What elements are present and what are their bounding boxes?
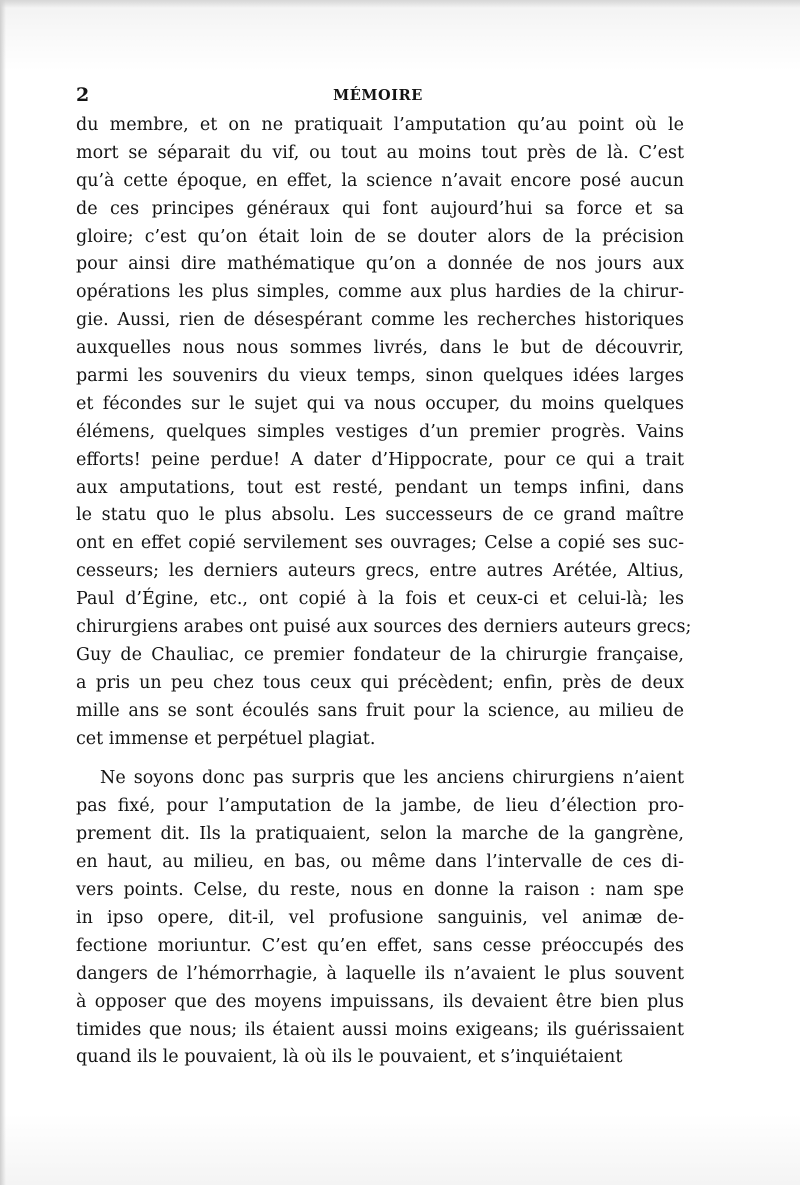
text-line: Ne soyons donc pas surpris que les anciens chirurgiens n’aient	[100, 768, 684, 789]
paragraph-gap	[76, 753, 684, 765]
text-line: gloire; c’est qu’on était loin de se douter alors de la précision	[76, 226, 684, 247]
running-title: MÉMOIRE	[333, 87, 423, 104]
text-line: in ipso opere, dit-il, vel profusione sanguinis, vel animæ de-	[76, 907, 684, 928]
text-line: de ces principes généraux qui font aujourd’hui sa force et sa	[76, 198, 684, 219]
text-line: chirurgiens arabes ont puisé aux sources des derniers auteurs grecs;	[76, 617, 692, 638]
text-line: cesseurs; les derniers auteurs grecs, entre autres Arétée, Altius,	[76, 561, 684, 582]
text-line: du membre, et on ne pratiquait l’amputation qu’au point où le	[76, 115, 684, 135]
page-left-shadow	[0, 0, 6, 1185]
text-line: timides que nous; ils étaient aussi moins exigeans; ils guérissaient	[76, 1019, 684, 1040]
text-line: à opposer que des moyens impuissans, ils devaient être bien plus	[76, 991, 684, 1012]
text-line: et fécondes sur le sujet qui va nous occuper, du moins quelques	[76, 393, 684, 414]
text-line: Paul d’Égine, etc., ont copié à la fois et ceux-ci et celui-là; les	[76, 589, 684, 610]
text-line: pour ainsi dire mathématique qu’on a donnée de nos jours aux	[76, 254, 684, 275]
text-line: quand ils le pouvaient, là où ils le pouvaient, et s’inquiétaient	[76, 1047, 623, 1068]
text-line: a pris un peu chez tous ceux qui précèdent; enfin, près de deux	[76, 672, 684, 693]
text-line: cet immense et perpétuel plagiat.	[76, 728, 376, 749]
text-line: mille ans se sont écoulés sans fruit pour la science, au milieu de	[76, 700, 684, 721]
text-line: prement dit. Ils la pratiquaient, selon la marche de la gangrène,	[76, 824, 684, 845]
text-line: dangers de l’hémorrhagie, à laquelle ils n’avaient le plus souvent	[76, 963, 684, 984]
page-number: 2	[76, 84, 90, 106]
text-line: qu’à cette époque, en effet, la science n’avait encore posé aucun	[76, 170, 684, 191]
text-line: fectione moriuntur. C’est qu’en effet, sans cesse préoccupés des	[76, 935, 684, 956]
text-line: pas fixé, pour l’amputation de la jambe, de lieu d’élection pro-	[76, 796, 684, 817]
page-header	[76, 84, 680, 108]
text-line: aux amputations, tout est resté, pendant un temps infini, dans	[76, 477, 684, 498]
text-line: mort se séparait du vif, ou tout au moins tout près de là. C’est	[76, 142, 684, 163]
text-line: auxquelles nous nous sommes livrés, dans le but de découvrir,	[76, 338, 684, 359]
text-line: parmi les souvenirs du vieux temps, sinon quelques idées larges	[76, 366, 684, 387]
text-line: en haut, au milieu, en bas, ou même dans l’intervalle de ces di-	[76, 852, 684, 873]
page-top-shadow	[0, 0, 800, 8]
text-line: gie. Aussi, rien de désespérant comme les recherches historiques	[76, 310, 684, 331]
paragraph	[76, 112, 692, 753]
text-line: le statu quo le plus absolu. Les successeurs de ce grand maître	[76, 505, 684, 526]
text-line: ont en effet copié servilement ses ouvrages; Celse a copié ses suc-	[76, 533, 684, 554]
paragraph	[76, 765, 684, 1072]
text-line: efforts! peine perdue! A dater d’Hippocrate, pour ce qui a trait	[76, 449, 684, 470]
text-line: vers points. Celse, du reste, nous en donne la raison : nam spe	[76, 880, 684, 901]
text-line: Guy de Chauliac, ce premier fondateur de la chirurgie française,	[76, 644, 684, 665]
text-line: élémens, quelques simples vestiges d’un premier progrès. Vains	[76, 421, 684, 442]
text-line: opérations les plus simples, comme aux plus hardies de la chirur-	[76, 282, 684, 303]
body-text	[76, 112, 692, 1072]
